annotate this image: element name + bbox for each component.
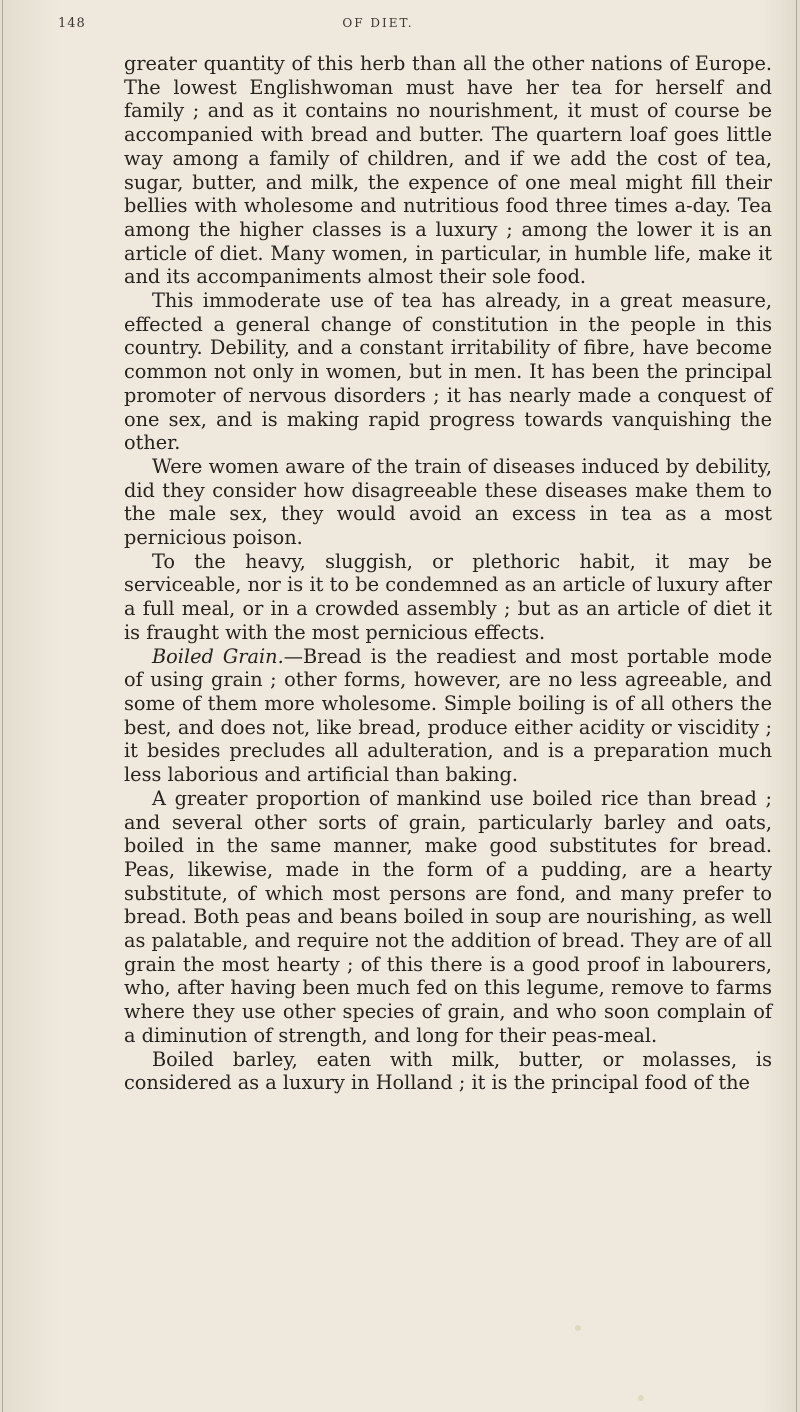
body-text [124,52,772,1095]
page-number: 148 [58,16,86,31]
paragraph-tea-constitution [124,289,772,455]
section-heading-boiled-grain: Boiled Grain. [152,644,284,668]
paragraph-text: Boiled barley, eaten with milk, butter, or molasses, is considered as a luxury in Holland ; it is the principal food of the [124,1047,772,1095]
paragraph-tea-habit [124,550,772,645]
paper-stain [575,1325,581,1331]
paragraph-text: A greater proportion of mankind use boiled rice than bread ; and several other sorts of grain, particularly barley and oats, boiled in the same manner, make good substitutes for bread. Peas, likewise, made in the form of a pudding, are a hearty substitute, of which most persons are fond, and many prefer to bread. Both peas and beans boiled in soup are nourishing, as well as palatable, and require not the addition of bread. They are of all grain the most hearty ; of this there is a good proof in labourers, who, after having been much fed on this legume, remove to farms where they use other species of grain, and who soon complain of a diminution of strength, and long for their peas-meal. [124,786,772,1047]
paper-stain [638,1395,644,1401]
page-header [58,16,698,38]
paragraph-tea-women [124,455,772,550]
paragraph-text: greater quantity of this herb than all the other nations of Europe. The lowest Englishwoman must have her tea for herself and family ; and as it contains no nourishment, it must of course be accompanied with bread and butter. The quartern loaf goes little way among a family of children, and if we add the cost of tea, sugar, butter, and milk, the expence of one meal might fill their bellies with wholesome and nutritious food three times a-day. Tea among the higher classes is a luxury ; among the lower it is an article of diet. Many women, in particular, in humble life, make it and its accompaniments almost their sole food. [124,52,772,289]
running-head: OF DIET. [342,16,414,30]
paragraph-boiled-grain [124,645,772,787]
paragraph-text: Were women aware of the train of diseases induced by debility, did they consider how disagreeable these diseases make them to the male sex, they would avoid an excess in tea as a most pernicious poison. [124,454,772,550]
paragraph-text: To the heavy, sluggish, or plethoric habit, it may be serviceable, nor is it to be condemned as an article of luxury after a full meal, or in a crowded assembly ; but as an article of diet it is fraught with the most pernicious effects. [124,549,772,644]
page-gutter-line [2,0,3,1412]
paragraph-text: —Bread is the readiest and most portable mode of using grain ; other forms, however, are no less agreeable, and some of them more wholesome. Simple boiling is of all others the best, and does not, like bread, produce either acidity or viscidity ; it besides precludes all adulteration, and is a preparation much less laborious and artificial than baking. [124,644,772,787]
paragraph-rice-peas [124,787,772,1048]
page-edge-line [796,0,797,1412]
paragraph-text: This immoderate use of tea has already, in a great measure, effected a general change of constitution in the people in this country. Debility, and a constant irritability of fibre, have become common not only in women, but in men. It has been the principal promoter of nervous disorders ; it has nearly made a conquest of one sex, and is making rapid progress towards vanquishing the other. [124,289,772,455]
paragraph-tea-nations [124,52,772,289]
paragraph-boiled-barley [124,1048,772,1095]
